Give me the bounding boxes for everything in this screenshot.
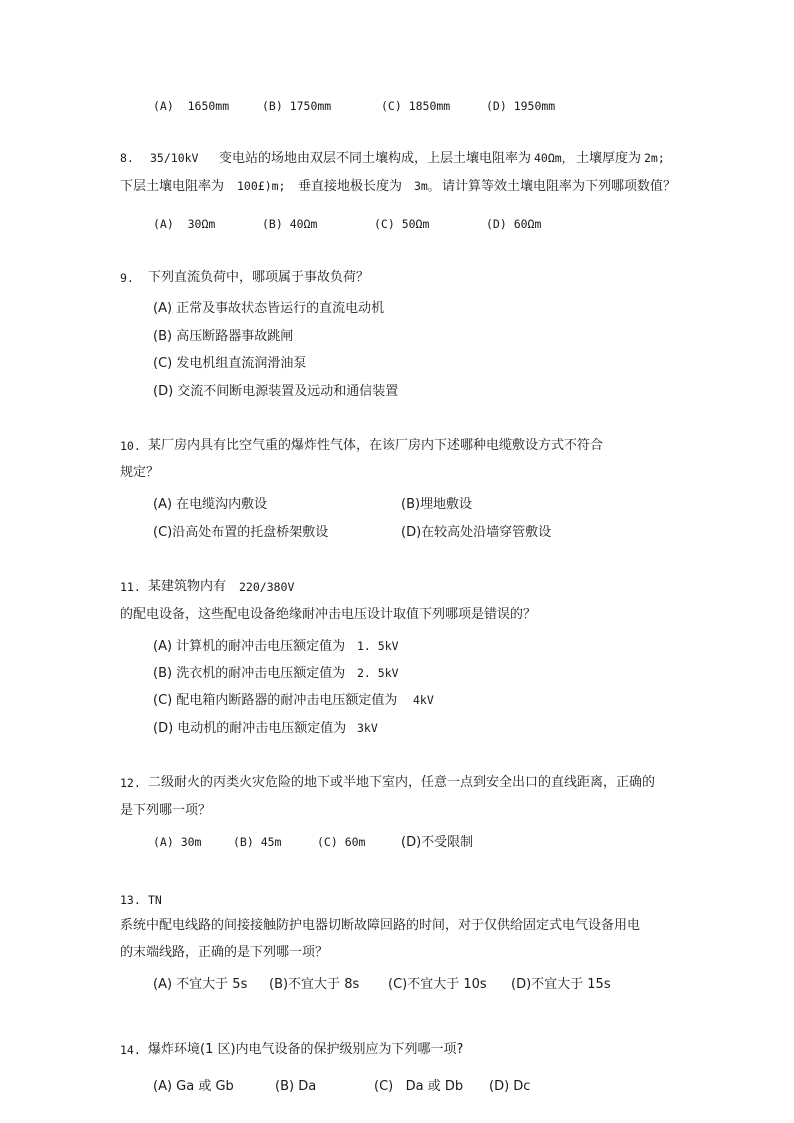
q10-option-b: (B)埋地敷设 — [401, 497, 473, 512]
q8-option-c: (C) 50Ωm — [374, 217, 430, 231]
q14-option-d: (D) Dc — [489, 1079, 531, 1094]
q12-option-b: (B) 45m — [233, 835, 282, 849]
q8-option-a: (A) 30Ωm — [153, 217, 216, 231]
q14-option-b: (B) Da — [275, 1079, 317, 1094]
q8-line2-text3: 请计算等效土壤电阻率为下列哪项数值？ — [442, 179, 677, 194]
q10-option-d: (D)在较高处沿墙穿管敷设 — [401, 525, 552, 540]
q7-option-c: (C) 1850mm — [381, 99, 451, 113]
q8-option-d: (D) 60Ωm — [486, 217, 542, 231]
q9-stem: 下列直流负荷中，哪项属于事故负荷？ — [148, 270, 370, 285]
q10-number: 10. — [120, 439, 141, 453]
q8-line2-length: 3m。 — [414, 179, 440, 193]
q8-line1-resistivity: 40Ωm， — [534, 151, 574, 165]
q9-option-b: (B) 高压断路器事故跳闸 — [153, 329, 294, 344]
q14-option-c: (C) Da 或 Db — [374, 1079, 464, 1094]
q8-line1-voltage: 35/10kV — [150, 151, 199, 165]
q9-number: 9. — [120, 271, 134, 285]
q11-option-c-text: (C) 配电箱内断路器的耐冲击电压额定值为 — [153, 693, 398, 708]
q8-line1-text: 变电站的场地由双层不同土壤构成，上层土壤电阻率为 — [219, 151, 532, 166]
q13-option-a: (A) 不宜大于 5s — [153, 977, 248, 992]
q8-line2-text: 下层土壤电阻率为 — [120, 179, 225, 194]
q11-option-d-value: 3kV — [357, 721, 378, 735]
q10-stem-line2: 规定？ — [120, 465, 160, 480]
q13-option-d: (D)不宜大于 15s — [511, 977, 611, 992]
q12-stem-line2: 是下列哪一项？ — [120, 803, 212, 818]
q13-stem-line1: TN — [148, 893, 162, 907]
q7-option-a: (A) 1650mm — [153, 99, 230, 113]
q10-option-a: (A) 在电缆沟内敷设 — [153, 497, 268, 512]
q12-stem-line1: 二级耐火的丙类火灾危险的地下或半地下室内，任意一点到安全出口的直线距离，正确的 — [148, 775, 656, 790]
q8-line1-thickness: 2m; — [644, 151, 665, 165]
q11-option-c-value: 4kV — [413, 693, 434, 707]
q14-number: 14. — [120, 1043, 141, 1057]
q13-option-b: (B)不宜大于 8s — [269, 977, 360, 992]
q11-option-b-value: 2. 5kV — [357, 666, 399, 680]
q8-line2-resistivity: 100£)m; — [237, 179, 286, 193]
q14-stem: 爆炸环境(1 区)内电气设备的保护级别应为下列哪一项? — [148, 1042, 464, 1057]
q11-stem-voltage: 220/380V — [239, 580, 295, 594]
q12-option-a: (A) 30m — [153, 835, 202, 849]
q11-option-d-text: (D) 电动机的耐冲击电压额定值为 — [153, 721, 347, 736]
q7-option-b: (B) 1750mm — [262, 99, 332, 113]
q8-option-b: (B) 40Ωm — [262, 217, 318, 231]
q8-line2-text2: 垂直接地极长度为 — [298, 179, 403, 194]
q8-line1-text2: 土壤厚度为 — [576, 151, 642, 166]
q11-stem-line2: 的配电设备，这些配电设备绝缘耐冲击电压设计取值下列哪项是错误的？ — [120, 607, 537, 622]
q13-number: 13. — [120, 893, 141, 907]
q13-option-c: (C)不宜大于 10s — [388, 977, 487, 992]
q9-option-a: (A) 正常及事故状态皆运行的直流电动机 — [153, 301, 385, 316]
q14-option-a: (A) Ga 或 Gb — [153, 1079, 234, 1094]
q11-stem-line1: 某建筑物内有 — [148, 579, 227, 594]
q12-option-c: (C) 60m — [317, 835, 366, 849]
q9-option-c: (C) 发电机组直流润滑油泵 — [153, 356, 307, 371]
q10-option-c: (C)沿高处布置的托盘桥架敷设 — [153, 525, 329, 540]
q7-option-d: (D) 1950mm — [486, 99, 556, 113]
q10-stem-line1: 某厂房内具有比空气重的爆炸性气体，在该厂房内下述哪种电缆敷设方式不符合 — [148, 438, 604, 453]
q11-option-a-value: 1. 5kV — [357, 639, 399, 653]
q12-number: 12. — [120, 776, 141, 790]
q9-option-d: (D) 交流不间断电源装置及远动和通信装置 — [153, 384, 399, 399]
q13-stem-line2: 系统中配电线路的间接接触防护电器切断故障回路的时间，对于仅供给固定式电气设备用电 — [120, 918, 641, 933]
q13-stem-line3: 的末端线路，正确的是下列哪一项？ — [120, 945, 329, 960]
q11-number: 11. — [120, 580, 141, 594]
q11-option-b-text: (B) 洗衣机的耐冲击电压额定值为 — [153, 666, 346, 681]
q11-option-a-text: (A) 计算机的耐冲击电压额定值为 — [153, 639, 346, 654]
q8-number: 8. — [120, 151, 134, 165]
q12-option-d: (D)不受限制 — [401, 835, 474, 850]
